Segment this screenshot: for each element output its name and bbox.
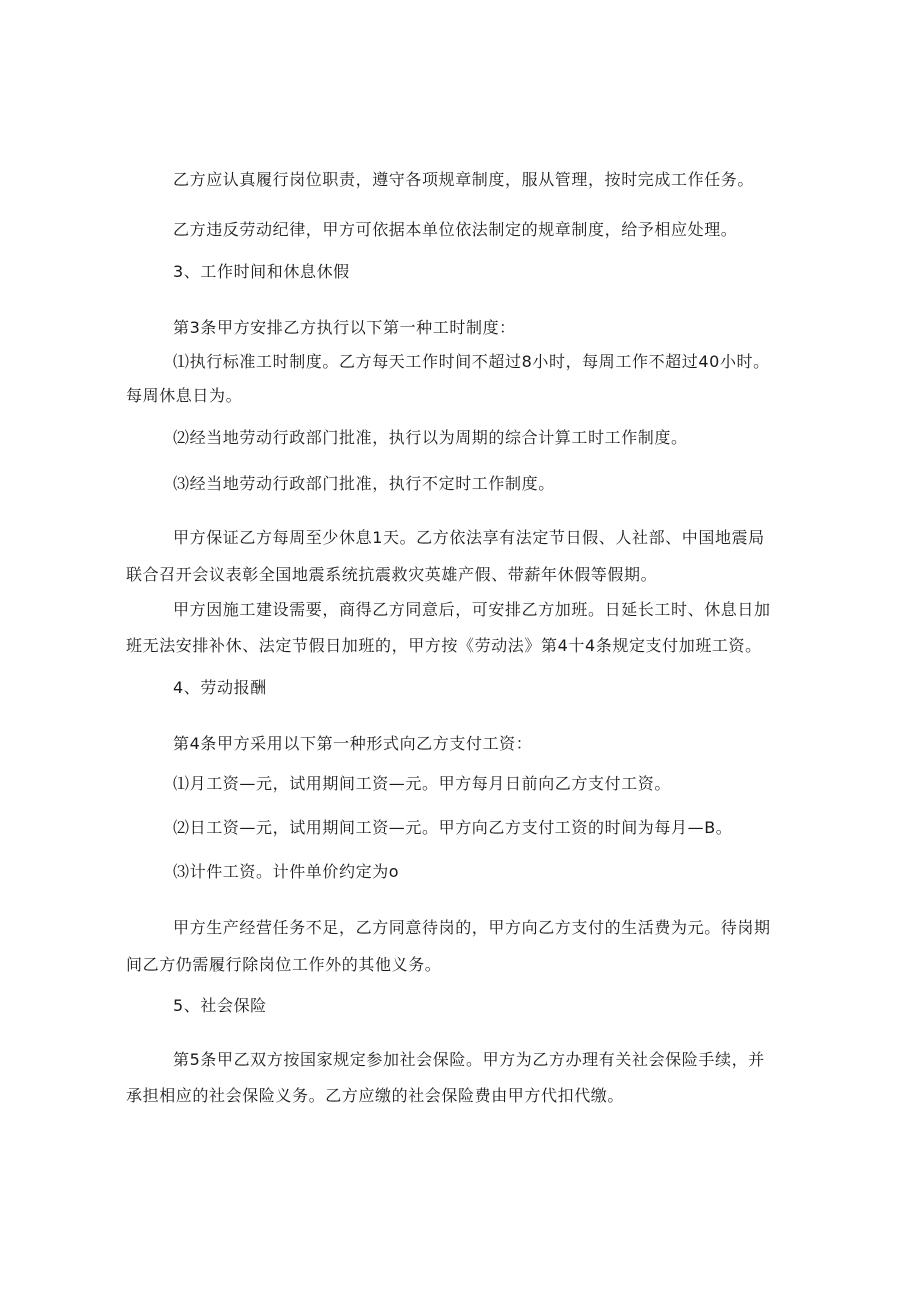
paragraph-standby: 甲方生产经营任务不足，乙方同意待岗的，甲方向乙方支付的生活费为元。待岗期: [173, 918, 771, 937]
section-heading-remuneration: 4、劳动报酬: [173, 678, 267, 697]
article-3-item-3: ⑶经当地劳动行政部门批准，执行不定时工作制度。: [173, 474, 555, 493]
section-heading-working-hours: 3、工作时间和休息休假: [173, 262, 350, 281]
article-4-item-1: ⑴月工资—元，试用期间工资—元。甲方每月日前向乙方支付工资。: [173, 774, 672, 793]
paragraph-overtime-continued: 班无法安排补休、法定节假日加班的，甲方按《劳动法》第4十4条规定支付加班工资。: [126, 636, 762, 655]
article-5-text: 第5条甲乙双方按国家规定参加社会保险。甲方为乙方办理有关社会保险手续，并: [173, 1050, 765, 1069]
paragraph-discipline: 乙方违反劳动纪律，甲方可依据本单位依法制定的规章制度，给予相应处理。: [173, 220, 738, 239]
paragraph-standby-continued: 间乙方仍需履行除岗位工作外的其他义务。: [126, 955, 442, 974]
article-4-item-2: ⑵日工资—元，试用期间工资—元。甲方向乙方支付工资的时间为每月—B。: [173, 818, 733, 837]
paragraph-overtime: 甲方因施工建设需要，商得乙方同意后，可安排乙方加班。日延长工时、休息日加: [173, 600, 771, 619]
article-4-intro: 第4条甲方采用以下第一种形式向乙方支付工资：: [173, 734, 533, 753]
section-heading-social-insurance: 5、社会保险: [173, 996, 267, 1015]
article-3-intro: 第3条甲方安排乙方执行以下第一种工时制度：: [173, 318, 516, 337]
article-3-item-2: ⑵经当地劳动行政部门批准，执行以为周期的综合计算工时工作制度。: [173, 428, 688, 447]
article-4-item-3: ⑶计件工资。计件单价约定为o: [173, 862, 400, 881]
paragraph-rest-days: 甲方保证乙方每周至少休息1天。乙方依法享有法定节日假、人社部、中国地震局: [173, 528, 765, 547]
article-5-text-continued: 承担相应的社会保险义务。乙方应缴的社会保险费由甲方代扣代缴。: [126, 1086, 625, 1105]
paragraph-duties: 乙方应认真履行岗位职责，遵守各项规章制度，服从管理，按时完成工作任务。: [173, 170, 755, 189]
paragraph-rest-days-continued: 联合召开会议表彰全国地震系统抗震救灾英雄产假、带薪年休假等假期。: [126, 565, 658, 584]
article-3-item-1-continued: 每周休息日为。: [126, 386, 243, 405]
article-3-item-1: ⑴执行标准工时制度。乙方每天工作时间不超过8小时，每周工作不超过40小时。: [173, 352, 770, 371]
